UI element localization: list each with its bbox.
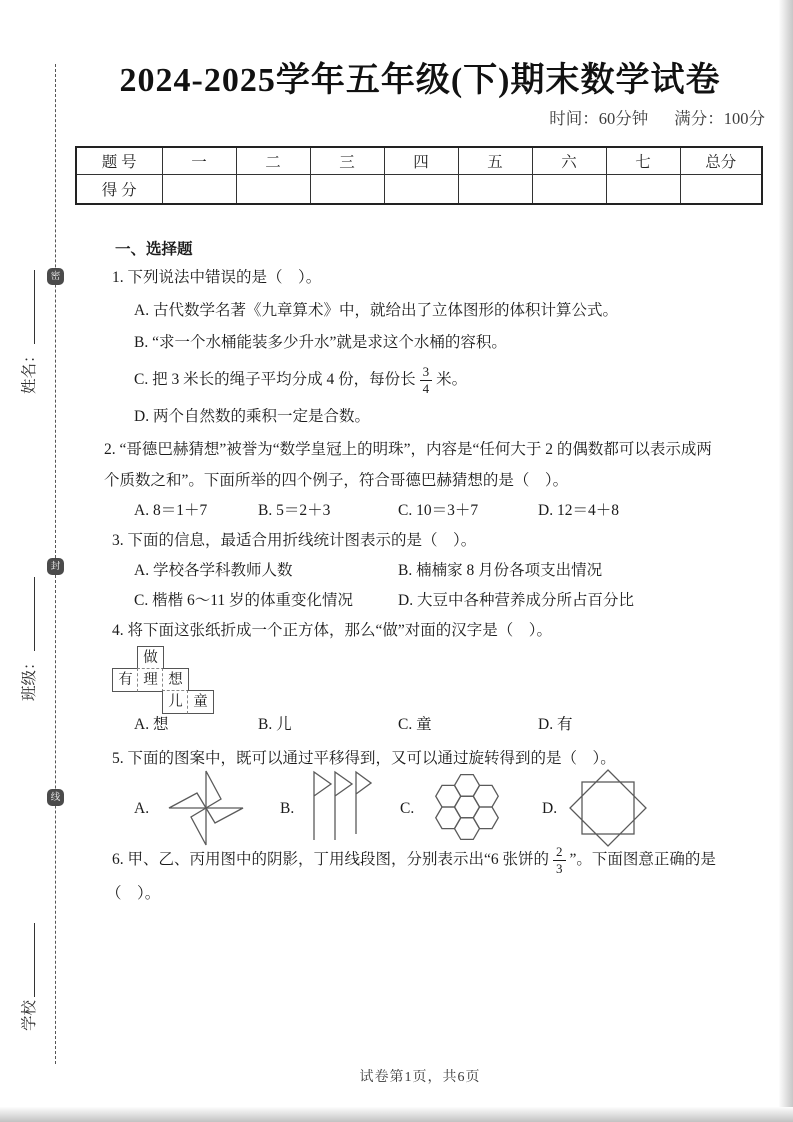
page-footer: 试卷第1页，共6页 bbox=[359, 1070, 481, 1085]
q4-option-b: B. 儿 bbox=[258, 716, 292, 733]
student-school-label: 学校 bbox=[21, 999, 38, 1031]
net-cell-li: 理 bbox=[137, 668, 164, 692]
q5-label-d: D. bbox=[542, 800, 558, 817]
net-cell-tong: 童 bbox=[187, 690, 214, 714]
q1-option-d: D. 两个自然数的乘积一定是合数。 bbox=[134, 408, 370, 425]
student-class-label: 班级： bbox=[21, 654, 38, 701]
score-table-cell: 三 bbox=[310, 147, 384, 174]
fraction-two-thirds: $\frac{2}{3}$ bbox=[553, 844, 566, 876]
q6-stem-prefix: 6. 甲、乙、丙用图中的阴影，丁用线段图，分别表示出“6 张饼的 bbox=[112, 850, 550, 868]
q4-option-d: D. 有 bbox=[538, 716, 573, 733]
school-fill-line bbox=[33, 923, 35, 997]
score-table-cell: 总分 bbox=[680, 147, 762, 174]
q1-option-a: A. 古代数学名著《九章算术》中，就给出了立体图形的体积计算公式。 bbox=[134, 302, 618, 319]
score-table-cell: 二 bbox=[236, 147, 310, 174]
q2-option-a: A. 8＝1＋7 bbox=[134, 502, 208, 519]
pinwheel-icon bbox=[160, 766, 252, 850]
scan-edge-right bbox=[779, 0, 793, 1122]
net-cell-er: 儿 bbox=[162, 690, 189, 714]
net-cell-xiang: 想 bbox=[162, 668, 189, 692]
seal-badge-xian: 线 bbox=[47, 789, 64, 806]
section-heading: 一、选择题 bbox=[115, 241, 193, 258]
q6-stem-line2: （ ）。 bbox=[106, 885, 161, 902]
q1-option-c bbox=[134, 358, 467, 402]
q3-option-d: D. 大豆中各种营养成分所占百分比 bbox=[398, 592, 634, 609]
student-school-field bbox=[17, 881, 39, 1031]
q5-stem: 5. 下面的图案中，既可以通过平移得到，又可以通过旋转得到的是（ ）。 bbox=[112, 750, 616, 767]
q3-option-a: A. 学校各学科教师人数 bbox=[134, 562, 293, 579]
q3-stem: 3. 下面的信息，最适合用折线统计图表示的是（ ）。 bbox=[112, 532, 477, 549]
seal-badge-mi: 密 bbox=[47, 268, 64, 285]
page-title: 2024-2025学年五年级(下)期末数学试卷 bbox=[119, 62, 721, 99]
score-table-cell: 题 号 bbox=[76, 147, 162, 174]
score-table bbox=[75, 146, 763, 205]
score-table-cell: 七 bbox=[606, 147, 680, 174]
q4-option-c: C. 童 bbox=[398, 716, 432, 733]
q5-label-c: C. bbox=[400, 800, 415, 817]
triangle-flags-icon bbox=[308, 770, 372, 842]
score-table-cell: 四 bbox=[384, 147, 458, 174]
class-fill-line bbox=[33, 577, 35, 651]
q6-stem-suffix: ”。下面图意正确的是 bbox=[569, 850, 716, 868]
q4-stem: 4. 将下面这张纸折成一个正方体，那么“做”对面的汉字是（ ）。 bbox=[112, 622, 553, 639]
score-table-cell: 一 bbox=[162, 147, 236, 174]
q3-option-b: B. 楠楠家 8 月份各项支出情况 bbox=[398, 562, 603, 579]
score-table-cell: 六 bbox=[532, 147, 606, 174]
q1-option-b: B. “求一个水桶能装多少升水”就是求这个水桶的容积。 bbox=[134, 334, 507, 351]
score-empty-cell bbox=[606, 174, 680, 204]
cube-net-figure bbox=[112, 646, 218, 716]
exam-info-line bbox=[75, 105, 765, 129]
student-class-field bbox=[17, 541, 39, 701]
q2-stem-line2: 个质数之和”。下面所举的四个例子，符合哥德巴赫猜想的是（ ）。 bbox=[104, 472, 569, 489]
q5-label-a: A. bbox=[134, 800, 150, 817]
scan-edge-bottom bbox=[0, 1107, 793, 1122]
q1-option-c-suffix: 米。 bbox=[436, 370, 468, 388]
q1-stem: 1. 下列说法中错误的是（ ）。 bbox=[112, 269, 322, 286]
q4-option-a: A. 想 bbox=[134, 716, 169, 733]
net-cell-zuo: 做 bbox=[137, 646, 164, 670]
score-table-cell: 五 bbox=[458, 147, 532, 174]
octagram-star-icon bbox=[568, 768, 648, 848]
net-cell-you: 有 bbox=[112, 668, 139, 692]
q2-option-c: C. 10＝3＋7 bbox=[398, 502, 479, 519]
q3-option-c: C. 楷楷 6～11 岁的体重变化情况 bbox=[134, 592, 354, 609]
score-empty-cell bbox=[236, 174, 310, 204]
q5-label-b: B. bbox=[280, 800, 295, 817]
q2-option-d: D. 12＝4＋8 bbox=[538, 502, 619, 519]
q2-stem-line1: 2. “哥德巴赫猜想”被誉为“数学皇冠上的明珠”，内容是“任何大于 2 的偶数都可以表示成两 bbox=[104, 441, 712, 458]
score-empty-cell bbox=[458, 174, 532, 204]
score-empty-cell bbox=[680, 174, 762, 204]
q6-stem bbox=[112, 840, 716, 880]
q2-option-b: B. 5＝2＋3 bbox=[258, 502, 331, 519]
name-fill-line bbox=[33, 270, 35, 344]
score-empty-cell bbox=[532, 174, 606, 204]
score-empty-cell bbox=[162, 174, 236, 204]
exam-full-score: 满分：100分 bbox=[674, 109, 765, 128]
score-empty-cell bbox=[384, 174, 458, 204]
honeycomb-icon bbox=[426, 768, 510, 848]
exam-time: 时间：60分钟 bbox=[549, 109, 649, 128]
fraction-three-fourths: $\frac{3}{4}$ bbox=[420, 364, 433, 396]
seal-badge-feng: 封 bbox=[47, 558, 64, 575]
student-name-field bbox=[17, 244, 39, 394]
q1-option-c-text: C. 把 3 米长的绳子平均分成 4 份，每份长 bbox=[134, 370, 416, 388]
student-name-label: 姓名： bbox=[21, 347, 38, 394]
score-table-cell: 得 分 bbox=[76, 174, 162, 204]
score-table-score-row bbox=[76, 174, 762, 204]
score-empty-cell bbox=[310, 174, 384, 204]
score-table-header-row bbox=[76, 147, 762, 174]
